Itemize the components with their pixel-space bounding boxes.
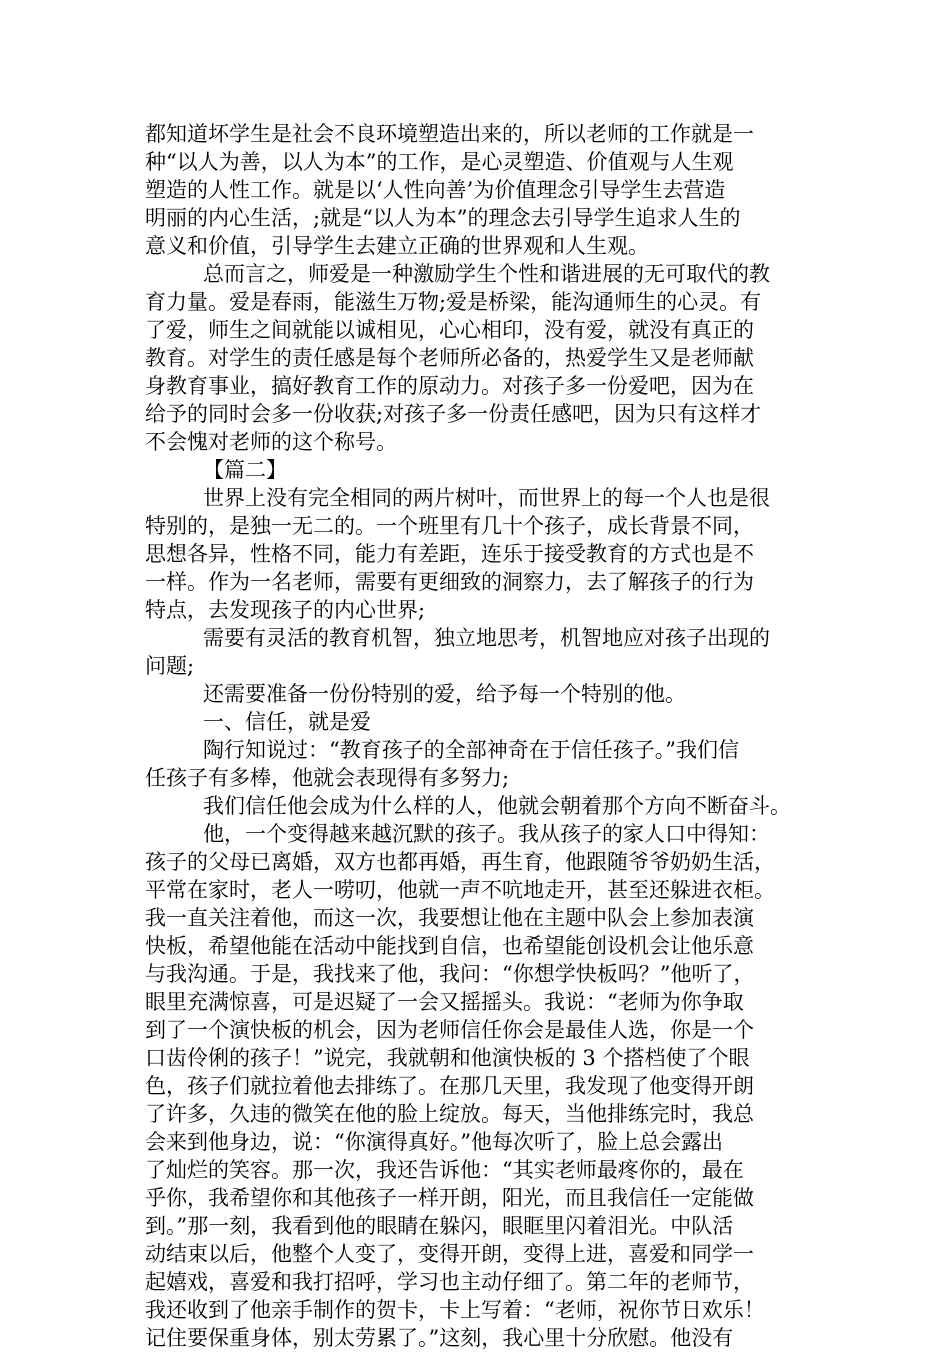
text-line: 快板，希望他能在活动中能找到自信，也希望能创设机会让他乐意 (145, 934, 754, 958)
text-line: 给予的同时会多一份收获;对孩子多一份责任感吧，因为只有这样才 (145, 402, 762, 426)
text-line: 一样。作为一名老师，需要有更细致的洞察力，去了解孩子的行为 (145, 570, 754, 594)
text-line: 一、信任，就是爱 (203, 710, 371, 734)
text-line: 种“以人为善，以人为本”的工作，是心灵塑造、价值观与人生观 (145, 150, 734, 174)
text-line: 陶行知说过：“教育孩子的全部神奇在于信任孩子。”我们信 (203, 738, 739, 762)
text-line: 到了一个演快板的机会，因为老师信任你会是最佳人选，你是一个 (145, 1018, 754, 1042)
text-line: 乎你，我希望你和其他孩子一样开朗，阳光，而且我信任一定能做 (145, 1186, 754, 1210)
text-line: 身教育事业，搞好教育工作的原动力。对孩子多一份爱吧，因为在 (145, 374, 754, 398)
text-line: 意义和价值，引导学生去建立正确的世界观和人生观。 (145, 234, 649, 258)
text-line: 明丽的内心生活，;就是“以人为本”的理念去引导学生追求人生的 (145, 206, 741, 230)
text-line: 任孩子有多棒，他就会表现得有多努力; (145, 766, 510, 790)
text-line: 动结束以后，他整个人变了，变得开朗，变得上进，喜爱和同学一 (145, 1242, 754, 1266)
text-line: 起嬉戏，喜爱和我打招呼，学习也主动仔细了。第二年的老师节， (145, 1270, 754, 1294)
text-line: 世界上没有完全相同的两片树叶，而世界上的每一个人也是很 (203, 486, 770, 510)
text-line: 眼里充满惊喜，可是迟疑了一会又摇摇头。我说：“老师为你争取 (145, 990, 744, 1014)
text-line: 了爱，师生之间就能以诚相见，心心相印，没有爱，就没有真正的 (145, 318, 754, 342)
text-line: 还需要准备一份份特别的爱，给予每一个特别的他。 (203, 682, 686, 706)
text-line: 特别的，是独一无二的。一个班里有几十个孩子，成长背景不同， (145, 514, 754, 538)
text-line: 色，孩子们就拉着他去排练了。在那几天里，我发现了他变得开朗 (145, 1074, 754, 1098)
text-line: 育力量。爱是春雨，能滋生万物;爱是桥梁，能沟通师生的心灵。有 (145, 290, 762, 314)
text-line: 口齿伶俐的孩子！”说完，我就朝和他演快板的 3 个搭档使了个眼 (145, 1046, 750, 1070)
text-line: 教育。对学生的责任感是每个老师所必备的，热爱学生又是老师献 (145, 346, 754, 370)
text-line: 孩子的父母已离婚，双方也都再婚，再生育，他跟随爷爷奶奶生活， (145, 850, 775, 874)
text-line: 了灿烂的笑容。那一次，我还告诉他：“其实老师最疼你的，最在 (145, 1158, 744, 1182)
text-line: 需要有灵活的教育机智，独立地思考，机智地应对孩子出现的 (203, 626, 770, 650)
text-line: 我们信任他会成为什么样的人，他就会朝着那个方向不断奋斗。 (203, 794, 791, 818)
text-line: 我还收到了他亲手制作的贺卡，卡上写着：“老师，祝你节日欢乐！ (145, 1298, 765, 1322)
document-body (145, 120, 813, 1352)
text-line: 特点，去发现孩子的内心世界; (145, 598, 426, 622)
text-line: 塑造的人性工作。就是以‘人性向善’为价值理念引导学生去营造 (145, 178, 726, 202)
text-line: 【篇二】 (203, 458, 287, 482)
text-line: 到。”那一刻，我看到他的眼睛在躲闪，眼眶里闪着泪光。中队活 (145, 1214, 734, 1238)
text-line: 与我沟通。于是，我找来了他，我问：“你想学快板吗？”他听了， (145, 962, 755, 986)
text-line: 不会愧对老师的这个称号。 (145, 430, 397, 454)
text-line: 他，一个变得越来越沉默的孩子。我从孩子的家人口中得知： (203, 822, 770, 846)
text-line: 我一直关注着他，而这一次，我要想让他在主题中队会上参加表演 (145, 906, 754, 930)
text-line: 平常在家时，老人一唠叨，他就一声不吭地走开，甚至还躲进衣柜。 (145, 878, 775, 902)
text-line: 问题; (145, 654, 195, 678)
text-line: 总而言之，师爱是一种激励学生个性和谐进展的无可取代的教 (203, 262, 770, 286)
text-line: 都知道坏学生是社会不良环境塑造出来的，所以老师的工作就是一 (145, 122, 754, 146)
text-line: 了许多，久违的微笑在他的脸上绽放。每天，当他排练完时，我总 (145, 1102, 754, 1126)
text-line: 会来到他身边，说：“你演得真好。”他每次听了，脸上总会露出 (145, 1130, 723, 1154)
text-line: 记住要保重身体，别太劳累了。”这刻，我心里十分欣慰。他没有 (145, 1326, 734, 1350)
text-line: 思想各异，性格不同，能力有差距，连乐于接受教育的方式也是不 (145, 542, 754, 566)
